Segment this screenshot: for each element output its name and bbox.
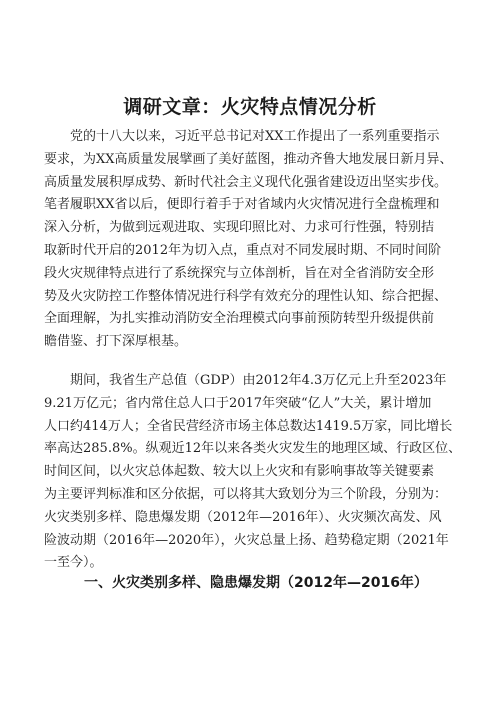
paragraph-period (44, 370, 464, 575)
paragraph-line: 率高达285.8%。纵观近12年以来各类火灾发生的地理区域、行政区位、 (44, 441, 462, 457)
paragraph-line: 全面理解，为扎实推动消防安全治理模式向事前预防转型升级提供前 (44, 311, 435, 327)
document-title: 调研文章：火灾特点情况分析 (123, 96, 377, 118)
paragraph-line: 一至今）。 (44, 555, 103, 571)
paragraph-intro (44, 126, 464, 354)
paragraph-line: 笔者履职XX省以后，便即行着手于对省域内火灾情况进行全盘梳理和 (44, 197, 440, 213)
paragraph-line: 党的十八大以来，习近平总书记对XX工作提出了一系列重要指示 (44, 129, 440, 144)
paragraph-line: 为主要评判标准和区分依据，可以将其大致划分为三个阶段，分别为： (44, 486, 448, 502)
paragraph-line: 高质量发展积厚成势、新时代社会主义现代化强省建设迈出坚实步伐。 (44, 174, 448, 190)
paragraph-line: 火灾类别多样、隐患爆发期（2012年—2016年）、火灾频次高发、风 (44, 509, 442, 525)
paragraph-line: 势及火灾防控工作整体情况进行科学有效充分的理性认知、综合把握、 (44, 288, 448, 304)
paragraph-line: 险波动期（2016年—2020年），火灾总量上扬、趋势稳定期（2021年 (44, 532, 449, 548)
paragraph-line: 瞻借鉴、打下深厚根基。 (44, 334, 188, 350)
paragraph-line: 期间，我省生产总值（GDP）由2012年4.3万亿元上升至2023年 (44, 373, 447, 388)
paragraph-line: 9.21万亿元；省内常住总人口于2017年突破“亿人”大关，累计增加 (44, 395, 432, 411)
paragraph-line: 取新时代开启的2012年为切入点，重点对不同发展时期、不同时间阶 (44, 242, 442, 258)
paragraph-line: 人口约414万人；全省民营经济市场主体总数达1419.5万家，同比增长 (44, 418, 453, 434)
section-heading: 一、火灾类别多样、隐患爆发期（2012年—2016年） (84, 575, 428, 591)
paragraph-line: 要求，为XX高质量发展擘画了美好蓝图，推动齐鲁大地发展日新月异、 (44, 151, 453, 167)
paragraph-line: 段火灾规律特点进行了系统探究与立体剖析，旨在对全省消防安全形 (44, 265, 435, 281)
paragraph-line: 深入分析，为做到远观进取、实现印照比对、力求可行性强，特别拮 (44, 220, 435, 236)
paragraph-line: 时间区间，以火灾总体起数、较大以上火灾和有影响事故等关键要素 (44, 464, 435, 480)
